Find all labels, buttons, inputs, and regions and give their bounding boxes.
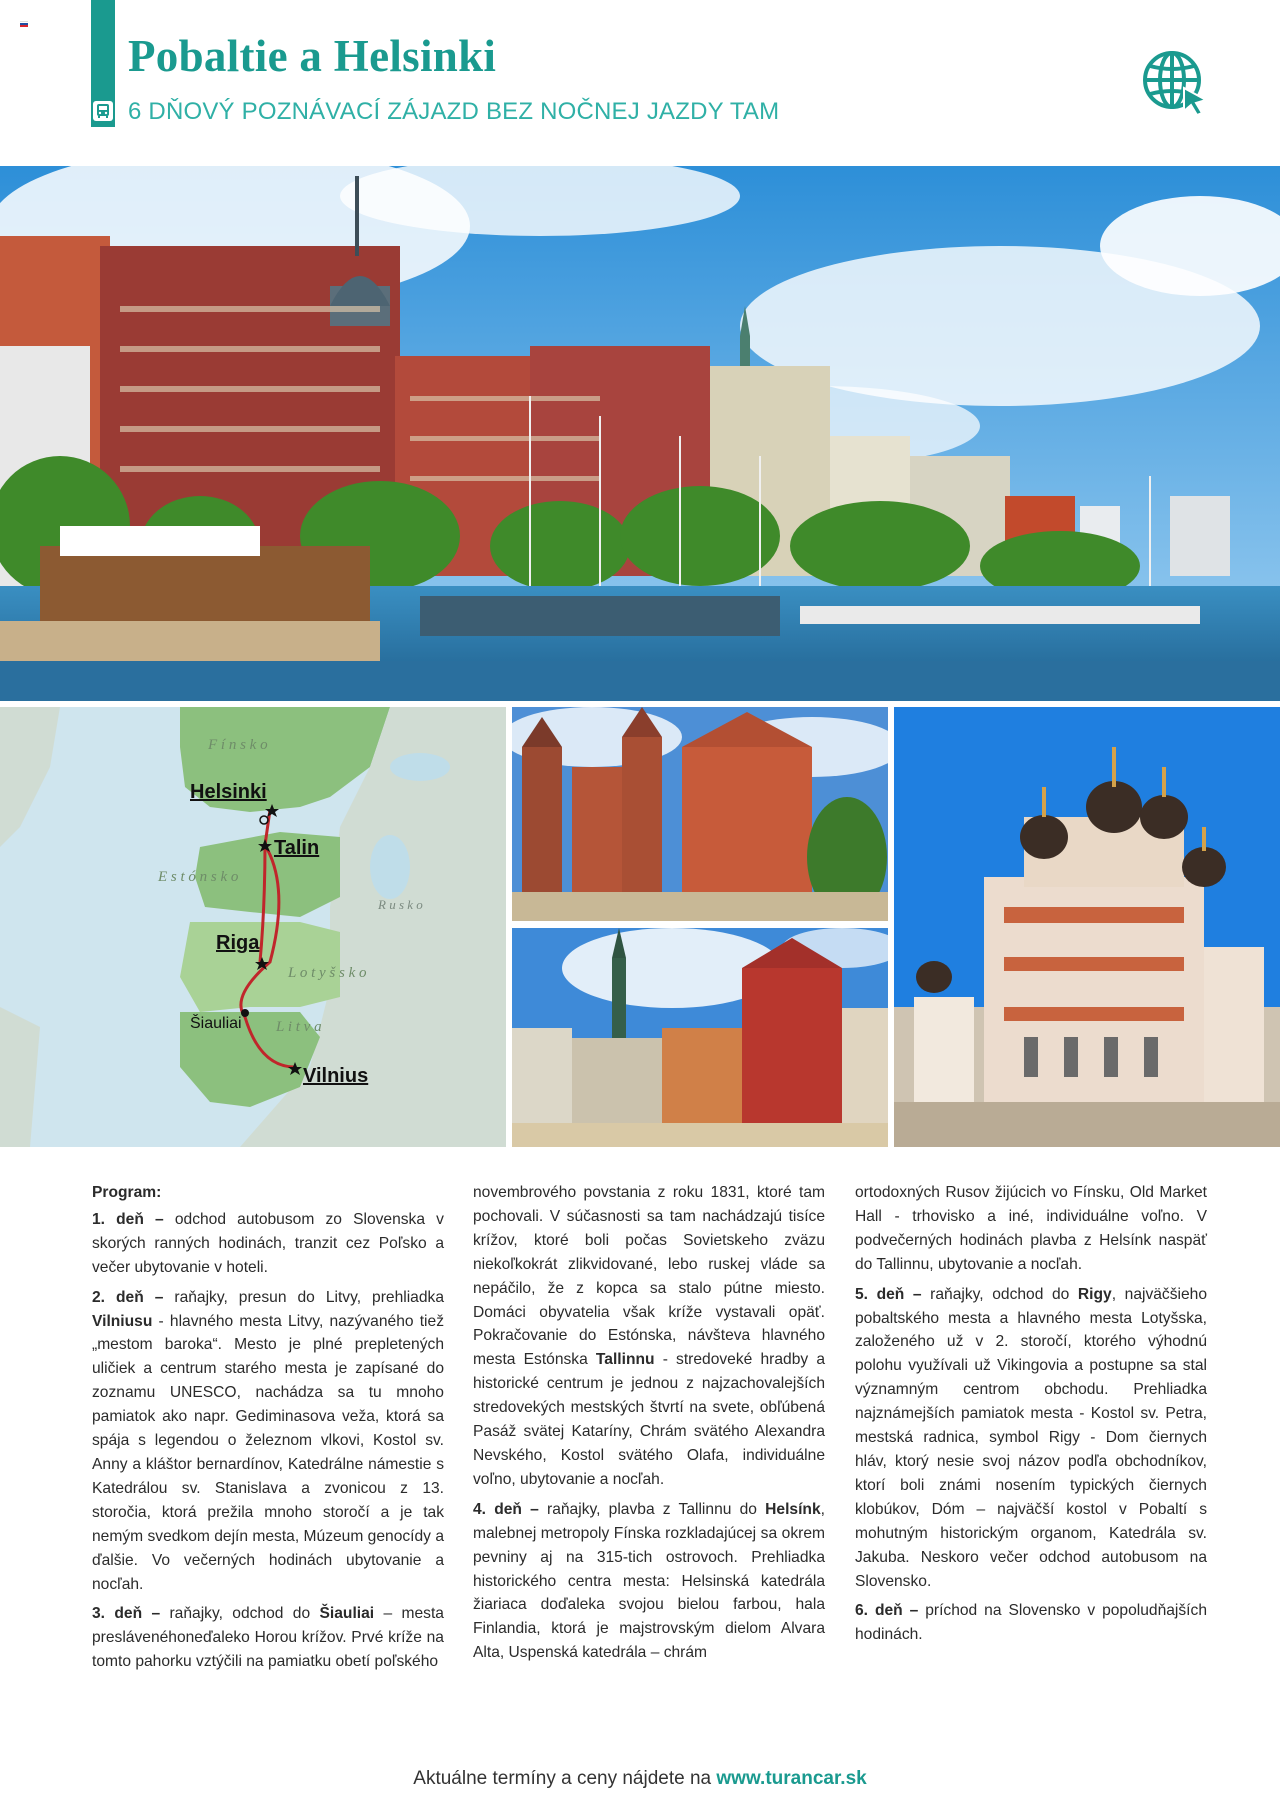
page-subtitle: 6 DŇOVÝ POZNÁVACÍ ZÁJAZD BEZ NOČNEJ JAZDY TAM: [128, 98, 780, 125]
page-title: Pobaltie a Helsinki: [128, 31, 497, 81]
bus-icon: [93, 101, 113, 121]
vilnius-church-photo: [512, 707, 888, 921]
map-city-tallinn: Talin: [274, 837, 320, 859]
program-column-1: [92, 1181, 444, 1680]
program-day-5: 5. deň – raňajky, odchod do Rigy, najväčšieho pobaltského mesta a hlavného mesta Lotyšska, založeného už v 2. storočí, ktorého výhodnú polohu využívali už Vikingovia a postupne sa stal významným centrom obchodu. Prehliadka najznámejších pamiatok mesta - Kostol sv. Petra, mestská radnica, symbol Rigy - Dom čiernych hláv, ktorý nesie svoj názov podľa obchodníkov, ktorí boli známi nosením typických čiernych klobúkov, Dóm – najväčší kostol v Pobaltí s mohutným historickým organom, Katedrála sv. Jakuba. Neskoro večer odchod autobusom na Slovensko.: [855, 1285, 1207, 1590]
program-column-2: [473, 1181, 825, 1671]
program-column-3: [855, 1181, 1207, 1653]
program-heading: Program:: [92, 1184, 162, 1201]
footer-website-link[interactable]: www.turancar.sk: [716, 1768, 867, 1789]
map-label-finland: F í n s k o: [208, 737, 268, 753]
program-day-3a: 3. deň – raňajky, odchod do Šiauliai – mesta preslávenéhoneďaleko Horou krížov. Prvé kríže na tomto pahorku vztýčili na pamiatku obetí poľského: [92, 1605, 444, 1671]
helsinki-harbour-photo: [0, 166, 1280, 701]
footer: [0, 1768, 1280, 1790]
program-day-4b: ortodoxných Rusov žijúcich vo Fínsku, Old Market Hall - trhovisko a iné, individuálne voľno. V podvečerných hodinách plavba z Helsínk naspäť do Tallinnu, ubytovanie a nocľah.: [855, 1184, 1207, 1273]
riga-blackheads-photo: [512, 928, 888, 1147]
program-day-1: 1. deň – odchod autobusom zo Slovenska v skorých ranných hodinách, tranzit cez Poľsko a večer ubytovanie v hoteli.: [92, 1210, 444, 1276]
tallinn-cathedral-photo: [894, 707, 1280, 1147]
program-day-4a: 4. deň – raňajky, plavba z Tallinnu do Helsínk, malebnej metropoly Fínska rozkladajúcej sa okrem pevniny aj na 315-tich ostrovoch. Prehliadka historického centra mesta: Helsinská katedrála žiariaca doďaleka svojou bielou farbou, hala Finlandia, ktorá je majstrovským dielom Alvara Alta, Uspenská katedrála – chrám: [473, 1500, 825, 1662]
map-city-riga: Riga: [216, 932, 260, 954]
map-label-russia: R u s k o: [378, 897, 423, 912]
program-day-6: 6. deň – príchod na Slovensko v popoludňajších hodinách.: [855, 1602, 1207, 1644]
map-label-latvia: L o t y š s k o: [288, 965, 367, 981]
globe-icon[interactable]: [1140, 48, 1212, 116]
footer-text: Aktuálne termíny a ceny nájdete na: [413, 1768, 717, 1789]
program-day-2: 2. deň – raňajky, presun do Litvy, prehliadka Vilniusu - hlavného mesta Litvy, nazývaného tiež „mestom baroka“. Mesto je plné prepletených uličiek a centrum starého mesta je zapísané do zoznamu UNESCO, nachádza sa tu mnoho pamiatok ako napr. Gediminasova veža, ktorá sa spája s legendou o železnom vlkovi, Kostol sv. Anny a kláštor bernardínov, Katedrálne námestie s Katedrálou sv. Stanislava a zvonicou z 13. storočia, ktorá prežila mnoho storočí a je tak nemým svedkom dejín mesta, Múzeum genocídy a ďalšie. Vo večerných hodinách ubytovanie a nocľah.: [92, 1288, 444, 1593]
map-label-lithuania: L i t v a: [276, 1019, 322, 1035]
language-flag-icon: [20, 21, 28, 27]
program-day-3b: novembrového povstania z roku 1831, ktoré tam pochovali. V súčasnosti sa tam nachádzajú tisíce krížov, ktoré boli počas Sovietskeho zväzu niekoľkokrát zlikvidované, lebo ruskej vláde sa nepáčilo, že z kopca sa stalo pútne miesto. Domáci obyvatelia však kríže vystavali opäť. Pokračovanie do Estónska, návšteva hlavného mesta Estónska Tallinnu - stredoveké hradby a historické centrum je jednou z najzachovalejších stredovekých mestských štvrtí na svete, obľúbená Pasáž svätej Kataríny, Chrám svätého Alexandra Nevského, Kostol svätého Olafa, individuálne voľno, ubytovanie a nocľah.: [473, 1184, 825, 1488]
route-map: [0, 707, 506, 1147]
map-city-siauliai: Šiauliai: [190, 1015, 242, 1032]
map-label-estonia: E s t ó n s k o: [158, 869, 239, 885]
map-city-helsinki: Helsinki: [190, 781, 267, 803]
map-city-vilnius: Vilnius: [303, 1065, 369, 1087]
